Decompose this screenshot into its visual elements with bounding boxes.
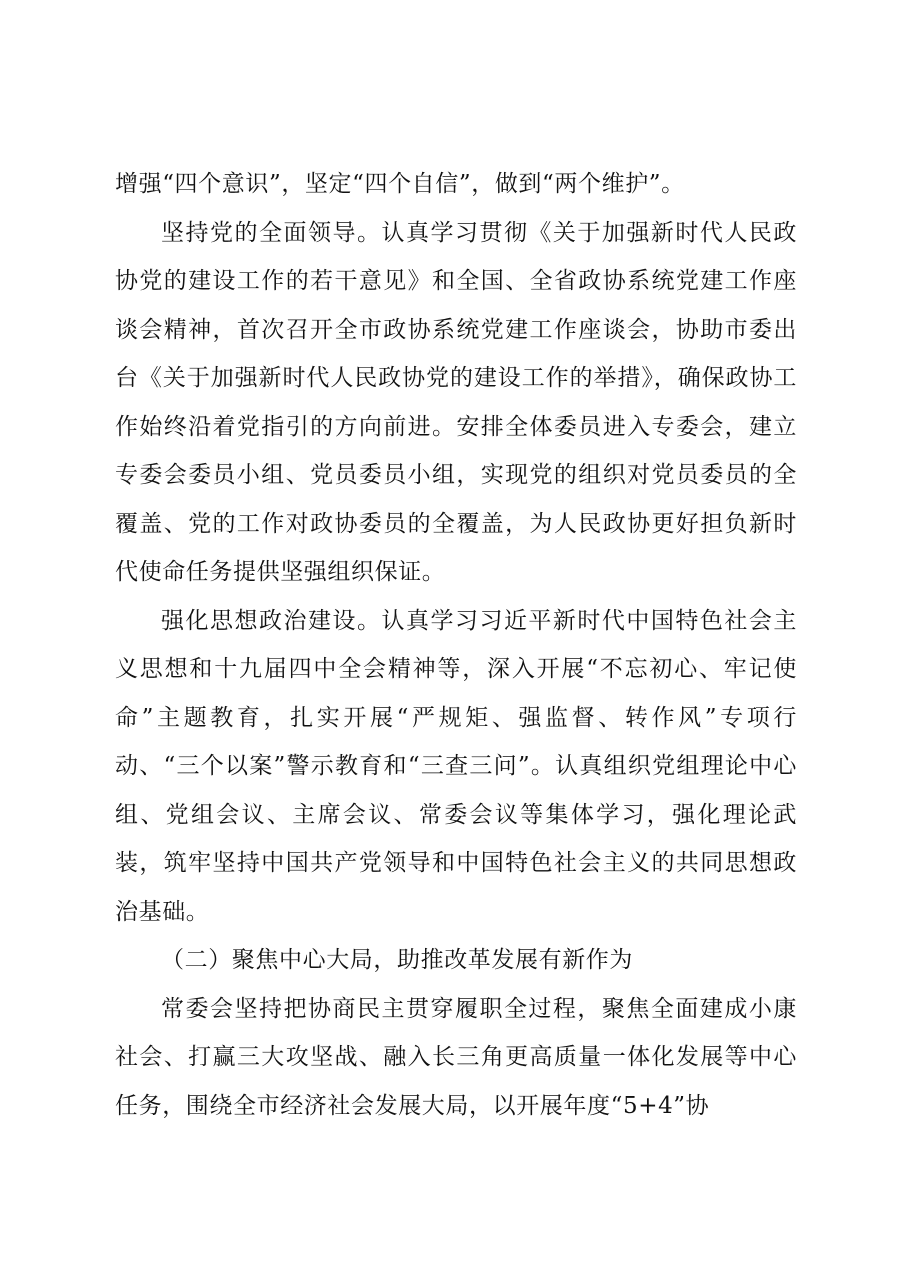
paragraph-consultation: 常委会坚持把协商民主贯穿履职全过程，聚焦全面建成小康社会、打赢三大攻坚战、融入长三角更高质量一体化发展等中心任务，围绕全市经济社会发展大局，以开展年度“5+4”协 — [115, 995, 797, 1119]
document-body — [115, 160, 797, 1130]
section-heading: （二）聚焦中心大局，助推改革发展有新作为 — [161, 947, 633, 973]
paragraph-ideological-building: 强化思想政治建设。认真学习习近平新时代中国特色社会主义思想和十九届四中全会精神等，深入开展“不忘初心、牢记使命”主题教育，扎实开展“严规矩、强监督、转作风”专项行动、“三个以案”警示教育和“三查三问”。认真组织党组理论中心组、党组会议、主席会议、常委会议等集体学习，强化理论武装，筑牢坚持中国共产党领导和中国特色社会主义的共同思想政治基础。 — [115, 607, 797, 925]
paragraph-party-leadership: 坚持党的全面领导。认真学习贯彻《关于加强新时代人民政协党的建设工作的若干意见》和全国、全省政协系统党建工作座谈会精神，首次召开全市政协系统党建工作座谈会，协助市委出台《关于加强新时代人民政协党的建设工作的举措》，确保政协工作始终沿着党指引的方向前进。安排全体委员进入专委会，建立专委会委员小组、党员委员小组，实现党的组织对党员委员的全覆盖、党的工作对政协委员的全覆盖，为人民政协更好担负新时代使命任务提供坚强组织保证。 — [115, 219, 797, 585]
paragraph-continuation: 增强“四个意识”，坚定“四个自信”，做到“两个维护”。 — [115, 171, 685, 197]
